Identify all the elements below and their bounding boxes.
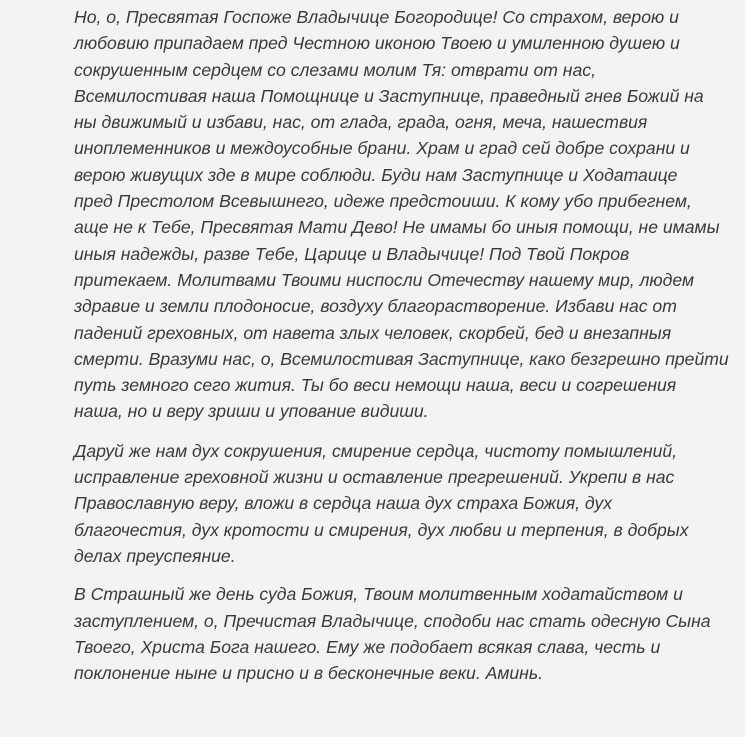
text-line: исправление греховной жизни и оставление прегрешений. Укрепи в нас	[74, 467, 675, 488]
text-line: ны движимый и избави, нас, от глада, града, огня, меча, нашествия	[74, 112, 648, 133]
text-line: аще не к Тебе, Пресвятая Мати Дево! Не имамы бо иныя помощи, не имамы	[74, 217, 720, 238]
text-line: падений греховных, от навета злых человек, скорбей, бед и внезапныя	[74, 322, 672, 343]
text-line: делах преуспеяние.	[74, 545, 236, 566]
text-line: наша, но и веру зриши и упование видиши.	[74, 401, 429, 422]
text-line: благочестия, дух кротости и смирения, дух любви и терпения, в добрых	[74, 519, 689, 540]
prayer-paragraph-1	[74, 4, 729, 425]
text-line: Твоего, Христа Бога нашего. Ему же подобает всякая слава, честь и	[74, 636, 661, 657]
text-line: Православную веру, вложи в сердца наша дух страха Божия, дух	[74, 493, 613, 514]
text-line: смерти. Вразуми нас, о, Всемилостивая Заступнице, како безгрешно прейти	[74, 348, 729, 369]
text-line: Даруй же нам дух сокрушения, смирение сердца, чистоту помышлений,	[74, 440, 678, 461]
text-line: иноплеменников и междоусобные брани. Храм и град сей добре сохрани и	[74, 138, 690, 159]
prayer-paragraph-2	[74, 438, 725, 569]
text-line: В Страшный же день суда Божия, Твоим молитвенным ходатайством и	[74, 584, 683, 605]
text-line: Но, о, Пресвятая Госпоже Владычице Богородице! Со страхом, верою и	[74, 7, 679, 27]
text-line: любовию припадаем пред Честною иконою Твоею и умиленною душею и	[74, 33, 680, 54]
text-line: путь земного сего жития. Ты бо веси немощи наша, веси и согрешения	[74, 375, 677, 396]
text-line: Всемилостивая наша Помощнице и Заступнице, праведный гнев Божий на	[74, 85, 704, 106]
text-line: сокрушенным сердцем со слезами молим Тя: отврати от нас,	[74, 59, 596, 80]
text-line: поклонение ныне и присно и в бесконечные веки. Аминь.	[74, 663, 543, 684]
text-line: верою живущих зде в мире соблюди. Буди нам Заступнице и Ходатаице	[74, 164, 678, 185]
prayer-paragraph-3	[74, 581, 725, 686]
text-line: притекаем. Молитвами Твоими ниспосли Отечеству нашему мир, людем	[74, 269, 695, 290]
text-line: пред Престолом Всевышнего, идеже предстоиши. К кому убо прибегнем,	[74, 191, 692, 212]
text-line: здравие и земли плодоносие, воздуху благорастворение. Избави нас от	[74, 296, 677, 317]
text-line: заступлением, о, Пречистая Владычице, сподоби нас стать одесную Сына	[74, 610, 711, 631]
text-line: иныя надежды, разве Тебе, Царице и Владычице! Под Твой Покров	[74, 243, 630, 264]
